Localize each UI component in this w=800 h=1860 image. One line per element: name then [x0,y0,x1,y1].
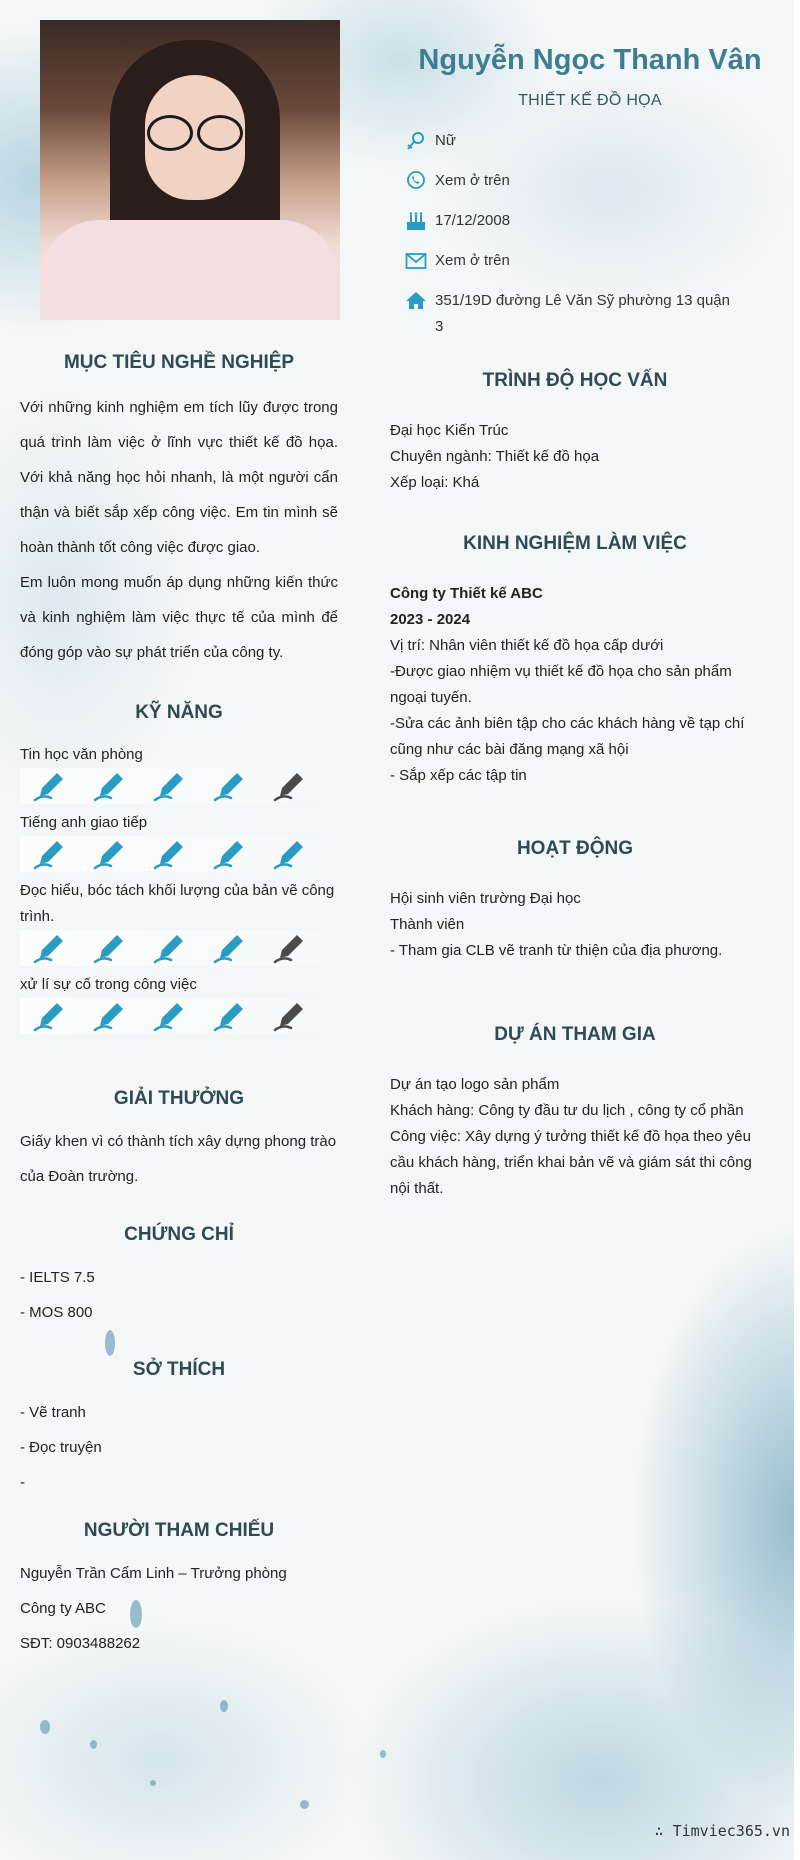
birthday-cake-icon [405,211,435,231]
skills-section [20,702,338,1034]
projects-heading: DỰ ÁN THAM GIA [494,1024,656,1045]
home-icon [405,291,435,311]
hobby-item: - [20,1474,25,1491]
certificate-item: - MOS 800 [20,1304,93,1321]
experience-section [390,533,760,789]
experience-company: Công ty Thiết kế ABC [390,585,543,602]
contact-phone [405,168,735,194]
splatter [90,1740,97,1749]
skill-name: xử lí sự cố trong công việc [20,976,197,993]
awards-section [20,1088,338,1194]
activities-detail: - Tham gia CLB vẽ tranh từ thiện của địa phương. [390,942,723,959]
pen-icon-filled [20,998,80,1034]
hobby-item: - Đọc truyện [20,1439,102,1456]
education-section [390,370,760,496]
awards-text: Giấy khen vì có thành tích xây dựng phong trào của Đoàn trường. [20,1133,337,1185]
education-heading: TRÌNH ĐỘ HỌC VẤN [482,370,668,391]
splatter [300,1800,309,1809]
splatter [150,1780,156,1786]
contact-info [405,128,735,354]
candidate-name: Nguyễn Ngọc Thanh Vân [418,44,762,76]
contact-gender-value: Nữ [435,132,456,149]
pen-icon-filled [20,930,80,966]
experience-duty: -Sửa các ảnh biên tập cho các khách hàng về tạp chí cũng như các bài đăng mạng xã hội [390,715,745,758]
experience-duty: -Được giao nhiệm vụ thiết kế đồ họa cho sản phẩm ngoại tuyến. [390,663,732,706]
certificate-item: - IELTS 7.5 [20,1269,95,1286]
pen-icon-empty [260,998,320,1034]
experience-period: 2023 - 2024 [390,611,471,628]
contact-address [405,288,735,340]
skill-item [20,810,338,872]
pen-icon-filled [200,836,260,872]
profile-photo [40,20,340,320]
experience-position: Vị trí: Nhân viên thiết kế đồ họa cấp dưới [390,637,664,654]
skill-item [20,972,338,1034]
contact-address-value: 351/19D đường Lê Văn Sỹ phường 13 quận 3 [435,292,730,335]
pen-icon-filled [200,930,260,966]
objective-heading: MỤC TIÊU NGHỀ NGHIỆP [63,352,295,373]
skill-item [20,878,338,966]
skills-list [20,742,338,1034]
pen-icon-filled [140,998,200,1034]
job-title: THIẾT KẾ ĐỒ HỌA [518,92,662,109]
references-heading: NGƯỜI THAM CHIẾU [83,1520,275,1541]
certificates-heading: CHỨNG CHỈ [124,1224,234,1245]
hobbies-section [20,1359,338,1500]
activities-section [390,838,760,964]
contact-email [405,248,735,274]
awards-heading: GIẢI THƯỞNG [113,1088,245,1109]
pen-icon-filled [200,998,260,1034]
watermark: ∴ Timviec365.vn [654,1822,790,1840]
pen-icon-filled [140,768,200,804]
skill-name: Tiếng anh giao tiếp [20,814,148,831]
pen-icon-filled [260,836,320,872]
envelope-icon [405,251,435,271]
objective-section [20,352,338,670]
pen-icon-empty [260,768,320,804]
skill-name: Đọc hiểu, bóc tách khối lượng của bản vẽ công trình. [20,882,335,925]
splatter [40,1720,50,1734]
pen-icon-filled [140,930,200,966]
contact-email-value: Xem ở trên [435,252,510,269]
pen-icon-filled [20,768,80,804]
gender-icon [405,131,435,151]
pen-icon-filled [140,836,200,872]
education-school: Đại học Kiến Trúc [390,422,509,439]
skill-rating [20,998,320,1034]
pen-icon-filled [20,836,80,872]
education-major: Chuyên ngành: Thiết kế đồ họa [390,448,600,465]
pen-icon-filled [80,930,140,966]
reference-line: Nguyễn Trần Cẩm Linh – Trưởng phòng [20,1565,287,1582]
hobby-item: - Vẽ tranh [20,1404,86,1421]
pen-icon-filled [80,836,140,872]
experience-duty: - Sắp xếp các tập tin [390,767,527,784]
objective-paragraph-2: Em luôn mong muốn áp dụng những kiến thức và kinh nghiệm làm việc thực tế của mình để đóng góp vào sự phát triển của công ty. [20,574,338,661]
references-section [20,1520,338,1661]
skill-rating [20,930,320,966]
skill-item [20,742,338,804]
project-name: Dự án tạo logo sản phẩm [390,1076,560,1093]
project-work: Công việc: Xây dựng ý tưởng thiết kế đồ họa theo yêu cầu khách hàng, triển khai bản vẽ và giám sát thi công nội thất. [390,1128,752,1197]
skills-heading: KỸ NĂNG [135,702,223,723]
activities-role: Thành viên [390,916,465,933]
reference-line: Công ty ABC [20,1600,106,1617]
pen-icon-filled [80,768,140,804]
skill-rating [20,836,320,872]
phone-icon [405,171,435,191]
contact-phone-value: Xem ở trên [435,172,510,189]
pen-icon-filled [200,768,260,804]
experience-heading: KINH NGHIỆM LÀM VIỆC [463,533,687,554]
contact-birthday-value: 17/12/2008 [435,212,511,229]
splatter [105,1330,115,1356]
activities-heading: HOẠT ĐỘNG [516,838,634,859]
contact-birthday [405,208,735,234]
objective-paragraph-1: Với những kinh nghiệm em tích lũy được trong quá trình làm việc ở lĩnh vực thiết kế đồ họa. Với khả năng học hỏi nhanh, là một người cẩn thận và biết sắp xếp công việc. Em tin mình sẽ hoàn thành tốt công việc được giao. [20,399,338,556]
splatter [380,1750,386,1758]
certificates-section [20,1224,338,1330]
skill-name: Tin học văn phòng [20,746,143,763]
contact-gender [405,128,735,154]
pen-icon-filled [80,998,140,1034]
hobbies-heading: SỞ THÍCH [132,1359,226,1380]
project-client: Khách hàng: Công ty đầu tư du lịch , công ty cổ phần [390,1102,744,1119]
pen-icon-empty [260,930,320,966]
activities-org: Hội sinh viên trường Đại học [390,890,581,907]
reference-line: SĐT: 0903488262 [20,1635,141,1652]
projects-section [390,1024,760,1202]
splatter [220,1700,228,1712]
skill-rating [20,768,320,804]
education-grade: Xếp loại: Khá [390,474,480,491]
